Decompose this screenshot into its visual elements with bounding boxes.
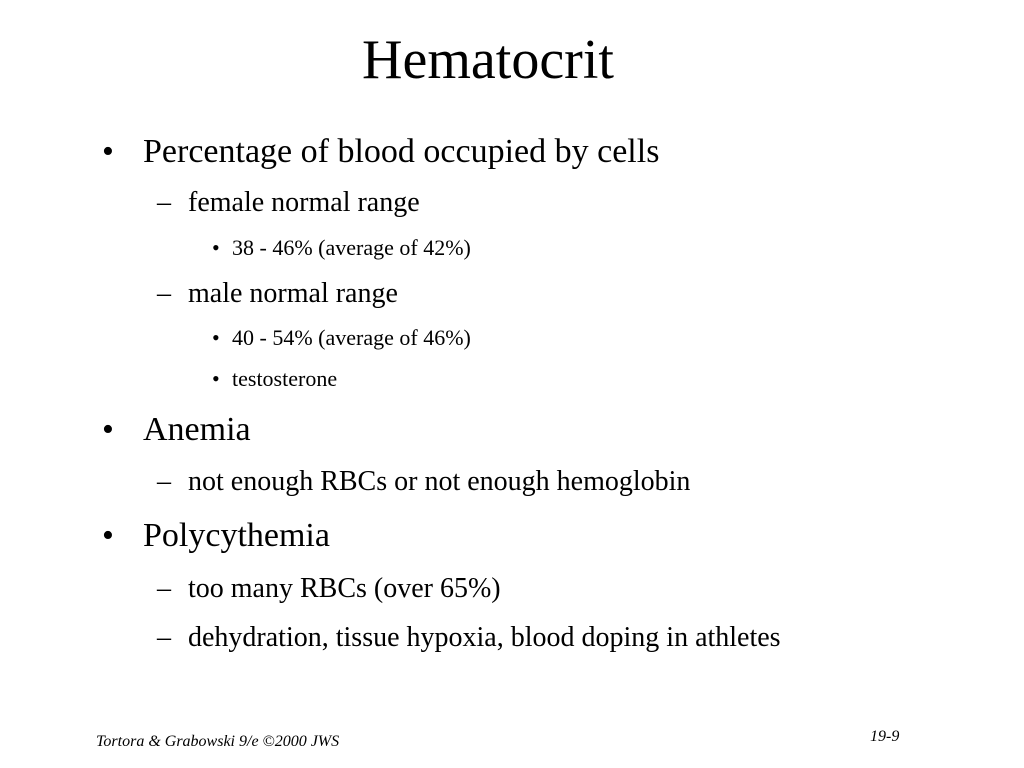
slide-title: Hematocrit [362, 29, 614, 91]
bullet-marker: • [212, 235, 220, 260]
slide-number: 19-9 [870, 728, 900, 745]
footer-credit: Tortora & Grabowski 9/e ©2000 JWS [96, 733, 340, 750]
bullet-marker: • [102, 411, 114, 448]
dash-marker: – [157, 278, 171, 309]
bullet-item-level1: Polycythemia [143, 517, 330, 554]
bullet-marker: • [212, 366, 220, 391]
bullet-item-level2: female normal range [188, 187, 420, 218]
bullet-item-level1: Anemia [143, 411, 251, 448]
dash-marker: – [157, 187, 171, 218]
dash-marker: – [157, 466, 171, 497]
dash-marker: – [157, 622, 171, 653]
bullet-marker: • [212, 325, 220, 350]
bullet-item-level2: male normal range [188, 278, 398, 309]
bullet-item-level1: Percentage of blood occupied by cells [143, 133, 660, 170]
bullet-marker: • [102, 133, 114, 170]
bullet-item-level2: not enough RBCs or not enough hemoglobin [188, 466, 691, 497]
bullet-item-level3: 38 - 46% (average of 42%) [232, 235, 471, 260]
bullet-item-level3: 40 - 54% (average of 46%) [232, 325, 471, 350]
bullet-item-level3: testosterone [232, 366, 338, 391]
bullet-marker: • [102, 517, 114, 554]
dash-marker: – [157, 573, 171, 604]
bullet-item-level2: dehydration, tissue hypoxia, blood doping in athletes [188, 622, 781, 653]
bullet-item-level2: too many RBCs (over 65%) [188, 573, 501, 604]
